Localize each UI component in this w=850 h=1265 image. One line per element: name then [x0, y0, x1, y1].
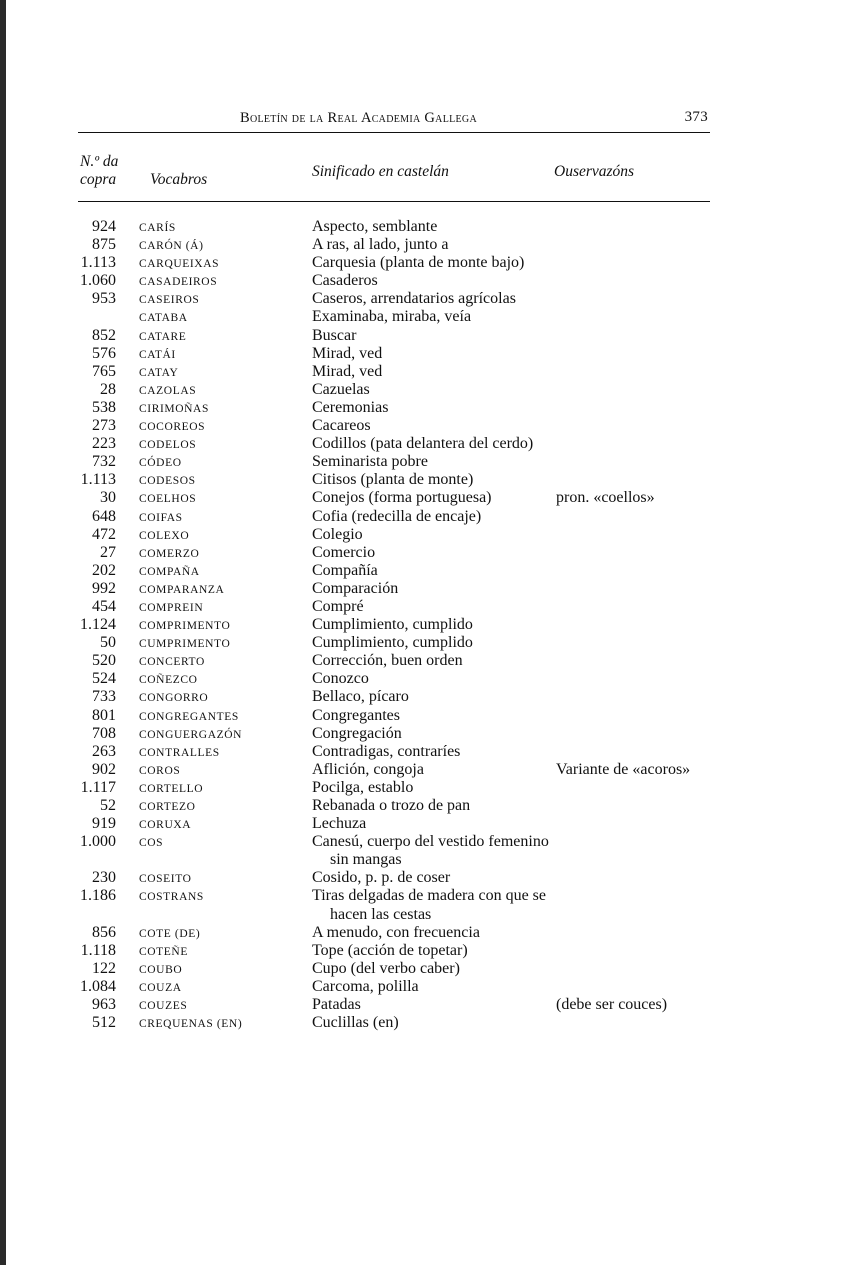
table-row	[78, 1014, 710, 1032]
verse-number: 1.186	[80, 887, 116, 905]
vocabulary-table	[78, 218, 710, 1032]
vocabulary-word: CATARE	[139, 330, 187, 343]
vocabulary-word: COLEXO	[139, 529, 190, 542]
verse-number: 223	[92, 435, 116, 453]
vocabulary-word: COMPARANZA	[139, 583, 225, 596]
vocabulary-word: CASADEIROS	[139, 276, 218, 289]
table-row	[78, 562, 710, 580]
table-row	[78, 327, 710, 345]
vocabulary-word: COMERZO	[139, 547, 200, 560]
verse-number: 538	[92, 398, 116, 416]
spanish-meaning: Cuclillas (en)	[312, 1014, 399, 1032]
scan-edge-shadow	[0, 0, 6, 1265]
vocabulary-word: CREQUENAS (EN)	[139, 1018, 243, 1031]
table-row	[78, 580, 710, 598]
verse-number: 856	[92, 923, 116, 941]
vocabulary-word: COCOREOS	[139, 421, 206, 434]
header-rule	[78, 132, 710, 133]
verse-number: 512	[92, 1014, 116, 1032]
vocabulary-word: COROS	[139, 764, 181, 777]
table-row	[78, 236, 710, 254]
verse-number: 875	[92, 236, 116, 254]
spanish-meaning: Casaderos	[312, 272, 378, 290]
vocabulary-word: CATÁI	[139, 348, 176, 361]
running-header	[78, 108, 710, 130]
vocabulary-word: COTEÑE	[139, 945, 188, 958]
column-header-number-line2: copra	[80, 171, 117, 188]
spanish-meaning: Cazuelas	[312, 380, 370, 398]
table-row	[78, 381, 710, 399]
spanish-meaning: Tiras delgadas de madera con que se hacen las cestas	[312, 887, 546, 923]
spanish-meaning: A menudo, con frecuencia	[312, 923, 480, 941]
spanish-meaning: Mirad, ved	[312, 344, 383, 362]
table-row	[78, 707, 710, 725]
verse-number: 230	[92, 869, 116, 887]
verse-number: 992	[92, 579, 116, 597]
vocabulary-word: CARÍS	[139, 222, 176, 234]
vocabulary-word: CONGUERGAZÓN	[139, 728, 243, 741]
spanish-meaning: Cupo (del verbo caber)	[312, 959, 460, 977]
verse-number: 202	[92, 561, 116, 579]
table-row	[78, 616, 710, 634]
table-row	[78, 544, 710, 562]
verse-number: 472	[92, 525, 116, 543]
spanish-meaning: Patadas	[312, 996, 361, 1014]
spanish-meaning: Compañía	[312, 561, 378, 579]
verse-number: 1.000	[80, 833, 116, 851]
table-row	[78, 960, 710, 978]
vocabulary-word: CAZOLAS	[139, 384, 197, 397]
spanish-meaning: Carquesia (planta de monte bajo)	[312, 254, 525, 272]
vocabulary-word: CARÓN (Á)	[139, 240, 204, 253]
column-header-number-line1: N.º da	[80, 153, 119, 170]
vocabulary-word: CONTRALLES	[139, 746, 220, 759]
spanish-meaning: Colegio	[312, 525, 363, 543]
verse-number: 52	[100, 797, 116, 814]
table-row	[78, 634, 710, 652]
vocabulary-word: COSEITO	[139, 873, 192, 886]
table-row	[78, 453, 710, 471]
spanish-meaning: Mirad, ved	[312, 362, 383, 380]
verse-number: 924	[92, 218, 116, 235]
vocabulary-word: COUZA	[139, 981, 182, 994]
verse-number: 801	[92, 706, 116, 724]
table-row	[78, 797, 710, 815]
verse-number: 963	[92, 996, 116, 1014]
table-row	[78, 652, 710, 670]
table-row	[78, 743, 710, 761]
vocabulary-word: COS	[139, 837, 164, 850]
column-header-notes: Ouservazóns	[554, 163, 635, 180]
verse-number: 732	[92, 453, 116, 471]
verse-number: 1.084	[80, 977, 116, 995]
spanish-meaning: Lechuza	[312, 815, 367, 833]
verse-number: 708	[92, 724, 116, 742]
verse-number: 28	[100, 380, 116, 398]
observation-note: pron. «coellos»	[556, 489, 655, 507]
vocabulary-word: COÑEZCO	[139, 674, 198, 687]
verse-number: 524	[92, 670, 116, 688]
verse-number: 1.113	[80, 254, 116, 272]
table-row	[78, 363, 710, 381]
column-header-meaning: Sinificado en castelán	[312, 163, 449, 180]
verse-number: 27	[100, 543, 116, 561]
vocabulary-word: CODESOS	[139, 475, 196, 488]
spanish-meaning: Cofia (redecilla de encaje)	[312, 507, 482, 525]
vocabulary-word: COMPAÑA	[139, 565, 200, 578]
verse-number: 765	[92, 362, 116, 380]
spanish-meaning: Rebanada o trozo de pan	[312, 797, 471, 814]
verse-number: 520	[92, 652, 116, 670]
spanish-meaning: Canesú, cuerpo del vestido femenino sin mangas	[312, 833, 549, 869]
verse-number: 1.117	[80, 778, 116, 796]
vocabulary-word: COTE (DE)	[139, 927, 201, 940]
spanish-meaning: Contradigas, contraríes	[312, 742, 461, 760]
table-row	[78, 471, 710, 489]
table-row	[78, 978, 710, 996]
verse-number: 648	[92, 507, 116, 525]
spanish-meaning: Congregantes	[312, 706, 400, 724]
verse-number: 30	[100, 489, 116, 507]
table-row	[78, 725, 710, 743]
spanish-meaning: Pocilga, establo	[312, 778, 414, 796]
spanish-meaning: Tope (acción de topetar)	[312, 941, 468, 959]
table-row	[78, 761, 710, 779]
spanish-meaning: A ras, al lado, junto a	[312, 236, 449, 254]
table-row	[78, 526, 710, 544]
table-row	[78, 435, 710, 453]
table-row	[78, 996, 710, 1014]
table-row	[78, 815, 710, 833]
vocabulary-word: COELHOS	[139, 493, 197, 506]
spanish-meaning: Seminarista pobre	[312, 453, 428, 471]
vocabulary-word: CONGORRO	[139, 692, 209, 705]
table-row	[78, 779, 710, 797]
table-row	[78, 833, 710, 869]
table-row	[78, 887, 710, 923]
verse-number: 122	[92, 959, 116, 977]
table-row	[78, 598, 710, 616]
vocabulary-word: CONCERTO	[139, 656, 205, 669]
table-row	[78, 417, 710, 435]
table-row	[78, 688, 710, 706]
table-row	[78, 218, 710, 236]
table-row	[78, 290, 710, 308]
spanish-meaning: Congregación	[312, 724, 402, 742]
spanish-meaning: Caseros, arrendatarios agrícolas	[312, 290, 516, 308]
verse-number: 919	[92, 815, 116, 833]
vocabulary-word: CORTELLO	[139, 782, 204, 795]
vocabulary-word: CÓDEO	[139, 457, 182, 470]
spanish-meaning: Conozco	[312, 670, 369, 688]
table-row	[78, 670, 710, 688]
vocabulary-word: CONGREGANTES	[139, 710, 239, 723]
spanish-meaning: Buscar	[312, 326, 357, 344]
spanish-meaning: Ceremonias	[312, 398, 389, 416]
spanish-meaning: Conejos (forma portuguesa)	[312, 489, 492, 507]
spanish-meaning: Cumplimiento, cumplido	[312, 616, 473, 634]
vocabulary-word: CORUXA	[139, 819, 192, 832]
vocabulary-word: CORTEZO	[139, 801, 196, 813]
vocabulary-word: CATABA	[139, 312, 188, 325]
column-header-rule	[78, 201, 710, 202]
verse-number: 576	[92, 344, 116, 362]
vocabulary-word: CODELOS	[139, 439, 197, 452]
table-row	[78, 308, 710, 326]
vocabulary-word: COUBO	[139, 963, 183, 976]
verse-number: 852	[92, 326, 116, 344]
observation-note: Variante de «acoros»	[556, 760, 691, 778]
table-row	[78, 869, 710, 887]
table-row	[78, 254, 710, 272]
table-row	[78, 508, 710, 526]
vocabulary-word: CIRIMOÑAS	[139, 402, 209, 415]
spanish-meaning: Citisos (planta de monte)	[312, 471, 474, 489]
observation-note: (debe ser couces)	[556, 996, 668, 1014]
spanish-meaning: Compré	[312, 597, 364, 615]
vocabulary-word: CASEIROS	[139, 294, 200, 307]
spanish-meaning: Cosido, p. p. de coser	[312, 869, 451, 887]
journal-title: Boletín de la Real Academia Gallega	[240, 110, 477, 126]
verse-number: 953	[92, 290, 116, 308]
spanish-meaning: Examinaba, miraba, veía	[312, 308, 472, 326]
table-row	[78, 272, 710, 290]
vocabulary-word: COSTRANS	[139, 891, 204, 904]
spanish-meaning: Aflición, congoja	[312, 760, 424, 778]
vocabulary-word: CARQUEIXAS	[139, 258, 220, 271]
page-number: 373	[684, 109, 708, 125]
verse-number: 50	[100, 634, 116, 652]
table-row	[78, 489, 710, 507]
vocabulary-word: COIFAS	[139, 511, 183, 524]
vocabulary-word: COUZES	[139, 1000, 188, 1013]
table-row	[78, 345, 710, 363]
verse-number: 273	[92, 417, 116, 435]
spanish-meaning: Comercio	[312, 543, 376, 561]
vocabulary-word: CUMPRIMENTO	[139, 638, 231, 651]
spanish-meaning: Cumplimiento, cumplido	[312, 634, 473, 652]
verse-number: 1.118	[80, 941, 116, 959]
spanish-meaning: Cacareos	[312, 417, 371, 435]
column-header-number	[80, 153, 118, 189]
verse-number: 1.124	[80, 616, 116, 634]
column-header-word: Vocabros	[150, 171, 208, 188]
spanish-meaning: Carcoma, polilla	[312, 977, 419, 995]
verse-number: 1.113	[80, 471, 116, 489]
spanish-meaning: Bellaco, pícaro	[312, 688, 409, 706]
spanish-meaning: Aspecto, semblante	[312, 218, 438, 235]
table-row	[78, 942, 710, 960]
verse-number: 1.060	[80, 272, 116, 290]
vocabulary-word: COMPRIMENTO	[139, 620, 231, 633]
verse-number: 454	[92, 597, 116, 615]
verse-number: 902	[92, 760, 116, 778]
table-row	[78, 399, 710, 417]
verse-number: 733	[92, 688, 116, 706]
column-headers	[78, 150, 710, 200]
spanish-meaning: Codillos (pata delantera del cerdo)	[312, 435, 534, 453]
verse-number: 263	[92, 742, 116, 760]
table-row	[78, 924, 710, 942]
vocabulary-word: COMPREIN	[139, 601, 204, 614]
spanish-meaning: Corrección, buen orden	[312, 652, 463, 670]
vocabulary-word: CATAY	[139, 366, 179, 379]
spanish-meaning: Comparación	[312, 579, 399, 597]
